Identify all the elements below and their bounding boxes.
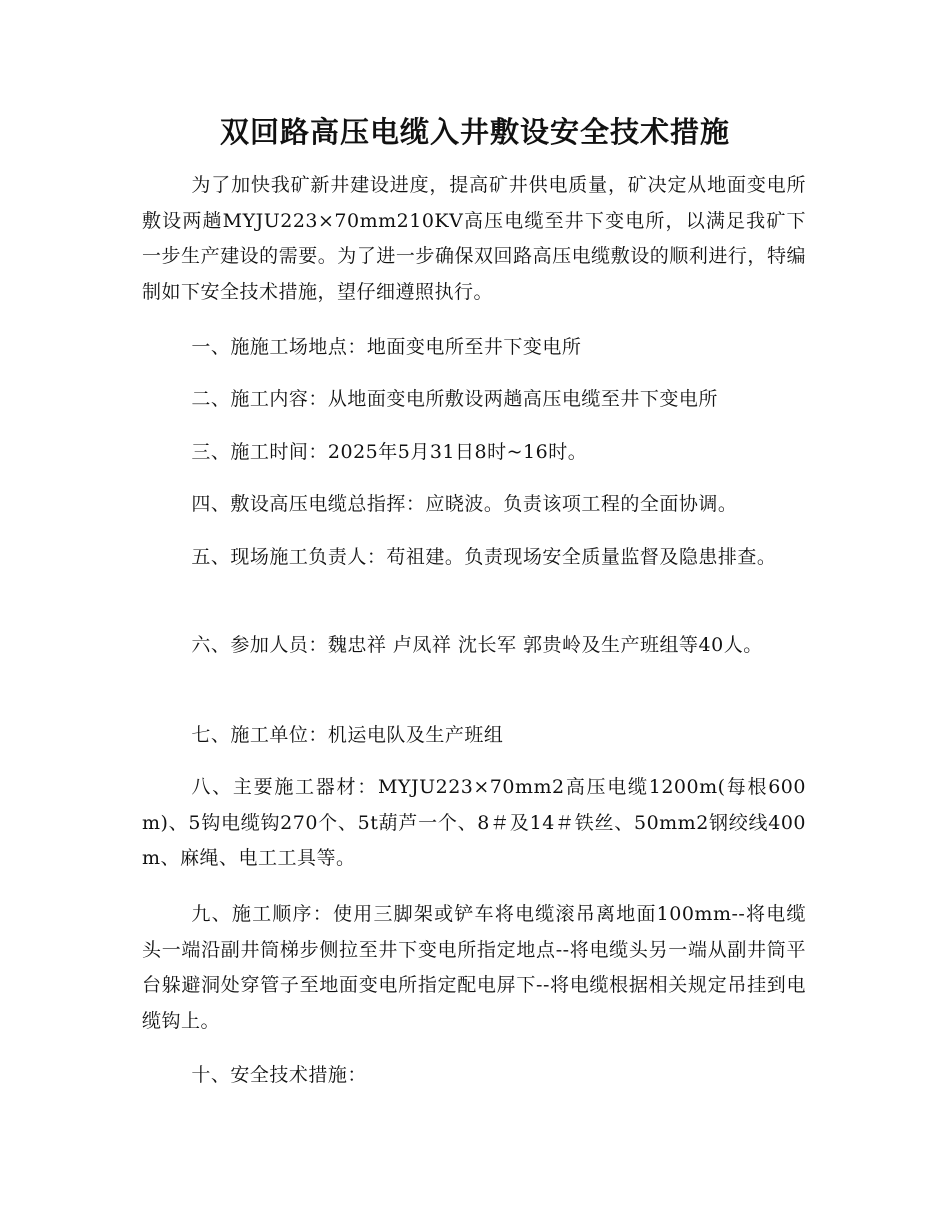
paragraph-work-content: 二、施工内容：从地面变电所敷设两趟高压电缆至井下变电所 — [191, 388, 718, 410]
paragraph-intro: 为了加快我矿新井建设进度，提高矿井供电质量，矿决定从地面变电所敷设两趟MYJU223×70mm210KV高压电缆至井下变电所，以满足我矿下一步生产建设的需要。为了进一步确保双回路高压电缆敷设的顺利进行，特编制如下安全技术措施，望仔细遵照执行。 — [142, 174, 806, 303]
paragraph-site-location: 一、施施工场地点：地面变电所至井下变电所 — [191, 336, 582, 358]
paragraph-equipment: 八、主要施工器材：MYJU223×70mm2高压电缆1200m(每根600m)、5钩电缆钩270个、5t葫芦一个、8＃及14＃铁丝、50mm2钢绞线400m、麻绳、电工工具等。 — [142, 776, 806, 869]
paragraph-work-time: 三、施工时间：2025年5月31日8时~16时。 — [191, 441, 588, 463]
paragraph-safety-measures: 十、安全技术措施： — [191, 1064, 367, 1086]
paragraph-participants: 六、参加人员：魏忠祥 卢凤祥 沈长军 郭贵岭及生产班组等40人。 — [191, 634, 763, 656]
paragraph-work-sequence: 九、施工顺序：使用三脚架或铲车将电缆滚吊离地面100mm--将电缆头一端沿副井筒梯步侧拉至井下变电所指定地点--将电缆头另一端从副井筒平台躲避洞处穿管子至地面变电所指定配电屏下--将电缆根据相关规定吊挂到电缆钩上。 — [142, 903, 806, 1032]
paragraph-site-supervisor: 五、现场施工负责人：苟祖建。负责现场安全质量监督及隐患排查。 — [191, 546, 777, 568]
paragraph-commander: 四、敷设高压电缆总指挥：应晓波。负责该项工程的全面协调。 — [191, 493, 738, 515]
paragraph-construction-unit: 七、施工单位：机运电队及生产班组 — [191, 724, 504, 746]
document-title: 双回路高压电缆入井敷设安全技术措施 — [219, 115, 730, 149]
